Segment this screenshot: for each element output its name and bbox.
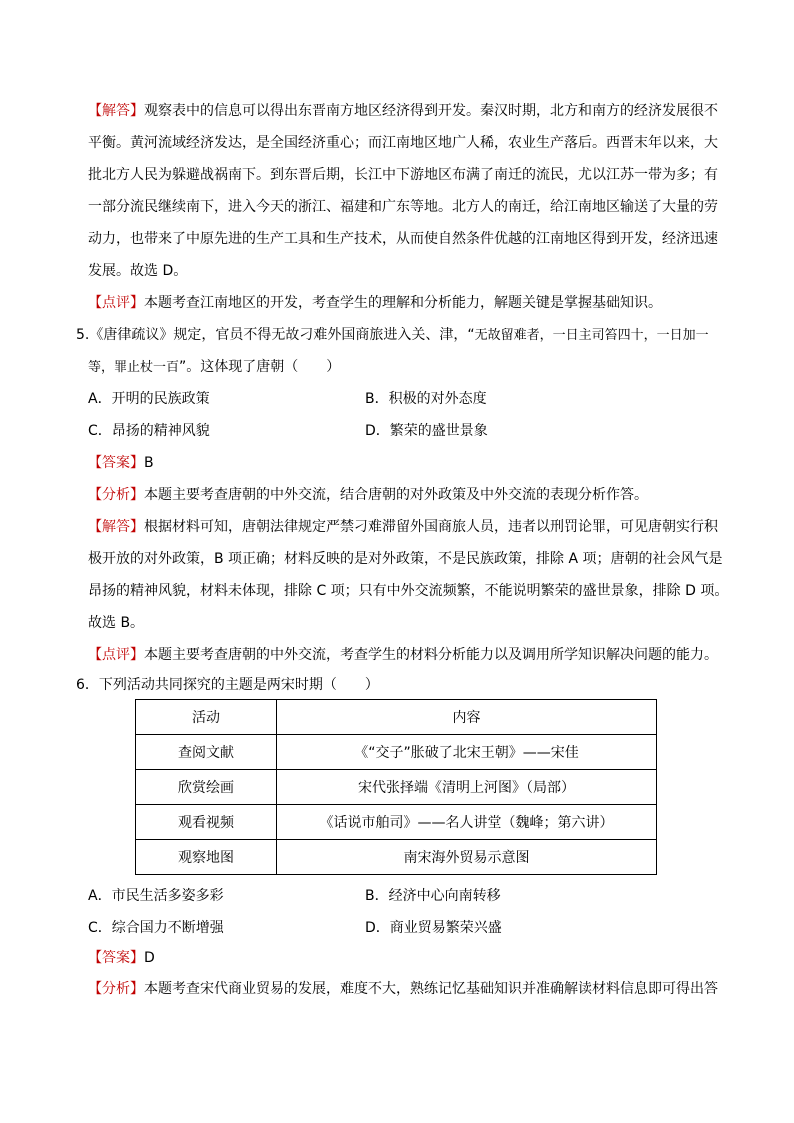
table-row [136, 840, 657, 875]
dianping-tag: 【点评】 [88, 647, 144, 663]
analysis-paragraph-line: 发展。故选 D。 [88, 263, 188, 279]
table-cell: 《话说市舶司》——名人讲堂（魏峰；第六讲） [277, 805, 657, 840]
option-b: B．积极的对外态度 [365, 391, 487, 407]
option-c: C．昂扬的精神风貌 [88, 423, 210, 439]
table-cell: 观察地图 [136, 840, 277, 875]
option-d: D．商业贸易繁荣兴盛 [365, 920, 502, 936]
dianping-tag: 【点评】 [88, 295, 144, 311]
jieda-line: 极开放的对外政策，B 项正确；材料反映的是对外政策，不是民族政策，排除 A 项；唐朝的社会风气是 [88, 551, 723, 567]
answer-value: D [144, 950, 155, 966]
answer-line [88, 949, 155, 967]
table-header-cell: 活动 [136, 700, 277, 735]
fenxi-line: 【分析】本题主要考查唐朝的中外交流，结合唐朝的对外政策及中外交流的表现分析作答。 [88, 487, 648, 503]
daan-tag: 【答案】 [88, 950, 144, 966]
option-b: B．经济中心向南转移 [365, 888, 501, 904]
jieda-line: 故选 B。 [88, 615, 145, 631]
table-row [136, 735, 657, 770]
question-6-stem: 6．下列活动共同探究的主题是两宋时期（ ） [76, 677, 379, 693]
table-cell: 宋代张择端《清明上河图》（局部） [277, 770, 657, 805]
jieda-line: 昂扬的精神风貌，材料未体现，排除 C 项；只有中外交流频繁，不能说明繁荣的盛世景象，排除 D 项。 [88, 583, 729, 599]
jieda-tag: 【解答】 [88, 519, 144, 535]
table-cell: 欣赏绘画 [136, 770, 277, 805]
table-row [136, 805, 657, 840]
option-a: A．开明的民族政策 [88, 391, 210, 407]
table-cell: 查阅文献 [136, 735, 277, 770]
table-header-row [136, 700, 657, 735]
analysis-paragraph-line: 平衡。黄河流域经济发达，是全国经济重心；而江南地区地广人稀，农业生产落后。西晋末年以来，大 [88, 135, 718, 151]
table-cell: 观看视频 [136, 805, 277, 840]
table-cell: 南宋海外贸易示意图 [277, 840, 657, 875]
jieda-tag: 【解答】 [88, 103, 144, 119]
option-c: C．综合国力不断增强 [88, 920, 224, 936]
table-row [136, 770, 657, 805]
option-a: A．市民生活多姿多彩 [88, 888, 224, 904]
fenxi-tag: 【分析】 [88, 487, 144, 503]
fenxi-tag: 【分析】 [88, 981, 144, 997]
answer-line [88, 454, 154, 472]
question-5-stem: 5.《唐律疏议》规定，官员不得无故刁难外国商旅进入关、津，“无故留难者，一日主司笞四十，一日加一 [76, 327, 709, 343]
quoted-law-text: 无故留难者，一日主司笞四十，一日加一 [474, 328, 709, 343]
analysis-paragraph-line: 动力，也带来了中原先进的生产工具和生产技术，从而使自然条件优越的江南地区得到开发，经济迅速 [88, 231, 718, 247]
analysis-paragraph-line: 【解答】观察表中的信息可以得出东晋南方地区经济得到开发。秦汉时期，北方和南方的经济发展很不 [88, 103, 718, 119]
table-cell: 《“交子”胀破了北宋王朝》——宋佳 [277, 735, 657, 770]
question-5-stem-line2: 等，罪止杖一百”。这体现了唐朝（ ） [88, 359, 341, 375]
activities-table [135, 699, 657, 875]
jieda-line: 【解答】根据材料可知，唐朝法律规定严禁刁难滞留外国商旅人员，违者以刑罚论罪，可见唐朝实行积 [88, 519, 718, 535]
option-d: D．繁荣的盛世景象 [365, 423, 488, 439]
dianping-line: 【点评】本题主要考查唐朝的中外交流，考查学生的材料分析能力以及调用所学知识解决问题的能力。 [88, 647, 718, 663]
answer-value: B [144, 455, 154, 471]
table-header-cell: 内容 [277, 700, 657, 735]
analysis-paragraph-line: 批北方人民为躲避战祸南下。到东晋后期，长江中下游地区布满了南迁的流民，尤以江苏一带为多；有 [88, 167, 718, 183]
analysis-paragraph-line: 一部分流民继续南下，进入今天的浙江、福建和广东等地。北方人的南迁，给江南地区输送了大量的劳 [88, 199, 718, 215]
daan-tag: 【答案】 [88, 455, 144, 471]
fenxi-line: 【分析】本题考查宋代商业贸易的发展，难度不大，熟练记忆基础知识并准确解读材料信息即可得出答 [88, 981, 718, 997]
comment-paragraph: 【点评】本题考查江南地区的开发，考查学生的理解和分析能力，解题关键是掌握基础知识。 [88, 295, 662, 311]
